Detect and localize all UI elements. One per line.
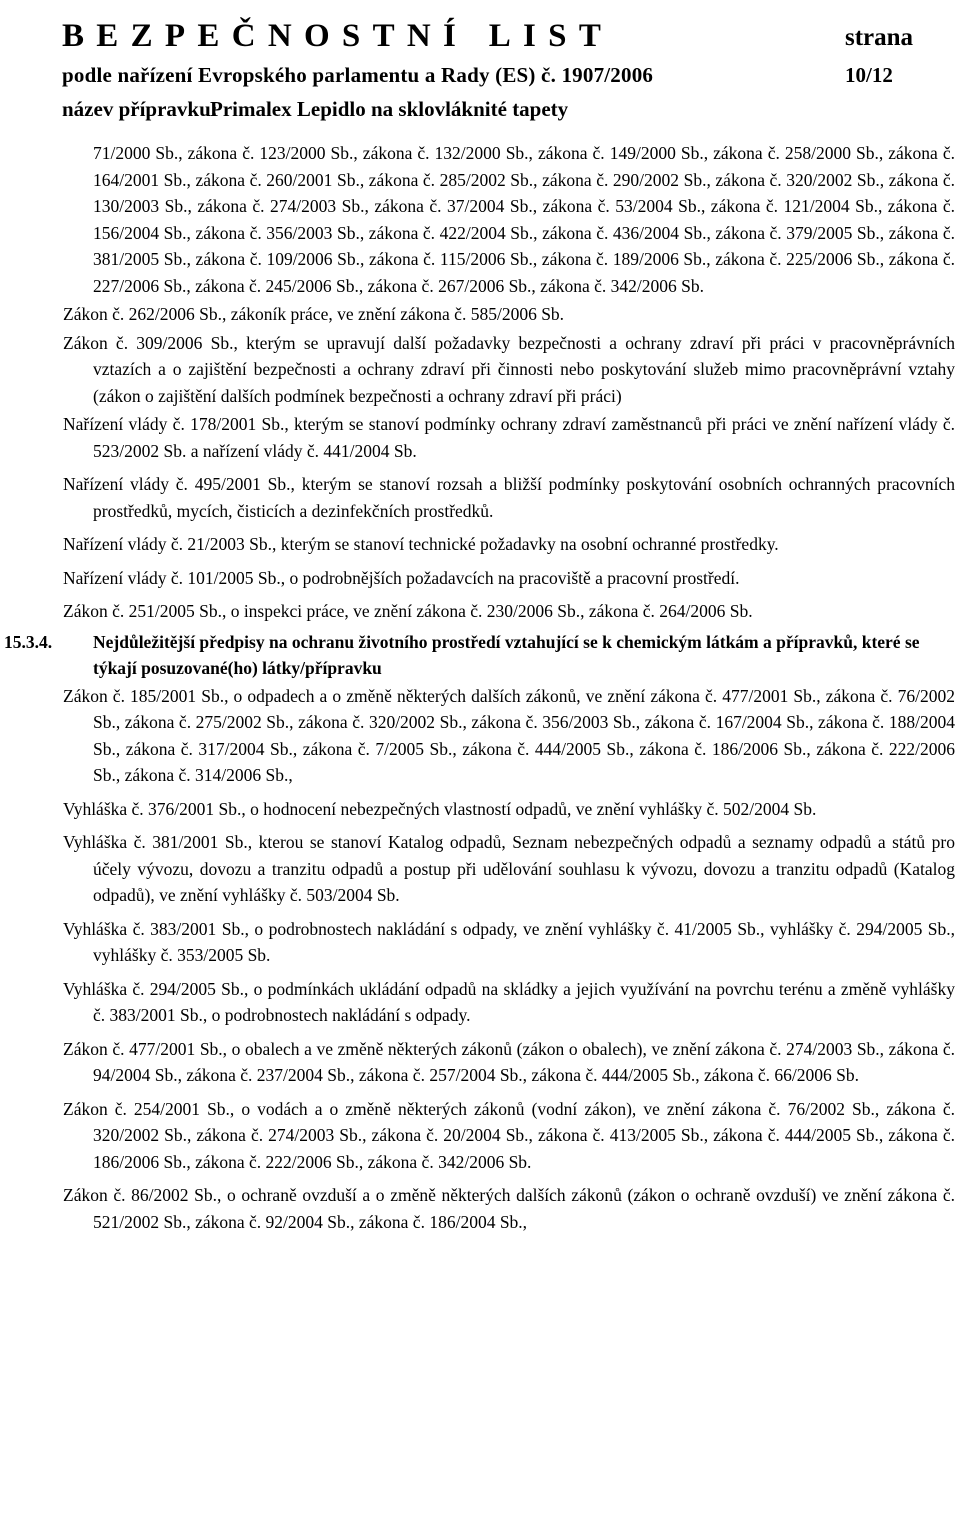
regulation-line: podle nařízení Evropského parlamentu a Rady (ES) č. 1907/2006 <box>62 63 654 87</box>
environment-legislation-paragraph: Vyhláška č. 381/2001 Sb., kterou se stanoví Katalog odpadů, Seznam nebezpečných odpadů a seznamy odpadů a států pro účely vývozu, dovozu a tranzitu odpadů a postup při udělování souhlasu k vývozu, dovozu a tranzitu odpadů (Katalog odpadů), ve znění vyhlášky č. 503/2004 Sb. <box>63 832 955 905</box>
legislation-paragraph: Nařízení vlády č. 21/2003 Sb., kterým se stanoví technické požadavky na osobní ochranné prostředky. <box>63 534 779 554</box>
environment-legislation-paragraph: Vyhláška č. 376/2001 Sb., o hodnocení nebezpečných vlastností odpadů, ve znění vyhlášky č. 502/2004 Sb. <box>63 798 817 819</box>
product-label: název přípravku: <box>62 97 218 121</box>
product-name: Primalex Lepidlo na sklovláknité tapety <box>210 97 569 121</box>
document-body <box>0 140 960 1235</box>
page-number: 10/12 <box>845 63 893 87</box>
section-heading <box>0 629 955 681</box>
product-line <box>62 96 568 122</box>
page-label: strana <box>845 24 914 51</box>
legislation-paragraph: Zákon č. 309/2006 Sb., kterým se upravují další požadavky bezpečnosti a ochrany zdraví při práci v pracovněprávních vztazích a o zajištění bezpečnosti a ochrany zdraví při činnosti nebo poskytování služeb mimo pracovněprávní vztahy (zákon o zajištění dalších podmínek bezpečnosti a ochrany zdraví při práci) <box>63 332 955 406</box>
page-header <box>0 0 960 128</box>
environment-legislation-paragraph: Zákon č. 86/2002 Sb., o ochraně ovzduší a o změně některých dalších zákonů (zákon o ochraně ovzduší) ve znění zákona č. 521/2002 Sb., zákona č. 92/2004 Sb., zákona č. 186/2004 Sb., <box>63 1185 955 1232</box>
document-title: BEZPEČNOSTNÍ LIST <box>62 18 614 54</box>
environment-legislation-paragraph: Vyhláška č. 294/2005 Sb., o podmínkách ukládání odpadů na skládky a jejich využívání na povrchu terénu a změně vyhlášky č. 383/2001 Sb., o podrobnostech nakládání s odpady. <box>63 978 955 1025</box>
legislation-paragraph: 71/2000 Sb., zákona č. 123/2000 Sb., zákona č. 132/2000 Sb., zákona č. 149/2000 Sb., zákona č. 258/2000 Sb., zákona č. 164/2001 Sb., zákona č. 260/2001 Sb., zákona č. 285/2002 Sb., zákona č. 290/2002 Sb., zákona č. 320/2002 Sb., zákona č. 130/2003 Sb., zákona č. 274/2003 Sb., zákona č. 37/2004 Sb., zákona č. 53/2004 Sb., zákona č. 121/2004 Sb., zákona č. 156/2004 Sb., zákona č. 356/2003 Sb., zákona č. 422/2004 Sb., zákona č. 436/2004 Sb., zákona č. 379/2005 Sb., zákona č. 381/2005 Sb., zákona č. 109/2006 Sb., zákona č. 115/2006 Sb., zákona č. 189/2006 Sb., zákona č. 225/2006 Sb., zákona č. 227/2006 Sb., zákona č. 245/2006 Sb., zákona č. 267/2006 Sb., zákona č. 342/2006 Sb. <box>93 143 955 296</box>
legislation-paragraph: Zákon č. 251/2005 Sb., o inspekci práce, ve znění zákona č. 230/2006 Sb., zákona č. 264/2006 Sb. <box>63 601 753 621</box>
section-number: 15.3.4. <box>4 631 53 652</box>
environment-legislation-paragraph: Vyhláška č. 383/2001 Sb., o podrobnostech nakládání s odpady, ve znění vyhlášky č. 41/2005 Sb., vyhlášky č. 294/2005 Sb., vyhlášky č. 353/2005 Sb. <box>63 918 955 965</box>
environment-legislation-paragraph: Zákon č. 185/2001 Sb., o odpadech a o změně některých dalších zákonů, ve znění zákona č. 477/2001 Sb., zákona č. 76/2002 Sb., zákona č. 275/2002 Sb., zákona č. 320/2002 Sb., zákona č. 356/2003 Sb., zákona č. 167/2004 Sb., zákona č. 188/2004 Sb., zákona č. 317/2004 Sb., zákona č. 7/2005 Sb., zákona č. 444/2005 Sb., zákona č. 186/2006 Sb., zákona č. 222/2006 Sb., zákona č. 314/2006 Sb., <box>63 685 955 785</box>
legislation-paragraph: Zákon č. 262/2006 Sb., zákoník práce, ve znění zákona č. 585/2006 Sb. <box>63 304 565 324</box>
environment-legislation-paragraph: Zákon č. 477/2001 Sb., o obalech a ve změně některých zákonů (zákon o obalech), ve znění zákona č. 274/2003 Sb., zákona č. 94/2004 Sb., zákona č. 237/2004 Sb., zákona č. 257/2004 Sb., zákona č. 444/2005 Sb., zákona č. 66/2006 Sb. <box>63 1038 955 1085</box>
section-title: Nejdůležitější předpisy na ochranu životního prostředí vztahující se k chemickým látkám a přípravků, které se týkají posuzované(ho) látky/přípravku <box>93 631 920 678</box>
legislation-paragraph: Nařízení vlády č. 495/2001 Sb., kterým se stanoví rozsah a bližší podmínky poskytování osobních ochranných pracovních prostředků, mycích, čisticích a dezinfekčních prostředků. <box>63 474 955 521</box>
legislation-paragraph: Nařízení vlády č. 101/2005 Sb., o podrobnějších požadavcích na pracoviště a pracovní prostředí. <box>63 567 740 588</box>
legislation-paragraph: Nařízení vlády č. 178/2001 Sb., kterým se stanoví podmínky ochrany zdraví zaměstnanců při práci ve znění nařízení vlády č. 523/2002 Sb. a nařízení vlády č. 441/2004 Sb. <box>63 414 955 461</box>
environment-legislation-paragraph: Zákon č. 254/2001 Sb., o vodách a o změně některých zákonů (vodní zákon), ve znění zákona č. 76/2002 Sb., zákona č. 320/2002 Sb., zákona č. 274/2003 Sb., zákona č. 20/2004 Sb., zákona č. 413/2005 Sb., zákona č. 444/2005 Sb., zákona č. 186/2006 Sb., zákona č. 222/2006 Sb., zákona č. 342/2006 Sb. <box>63 1098 955 1172</box>
